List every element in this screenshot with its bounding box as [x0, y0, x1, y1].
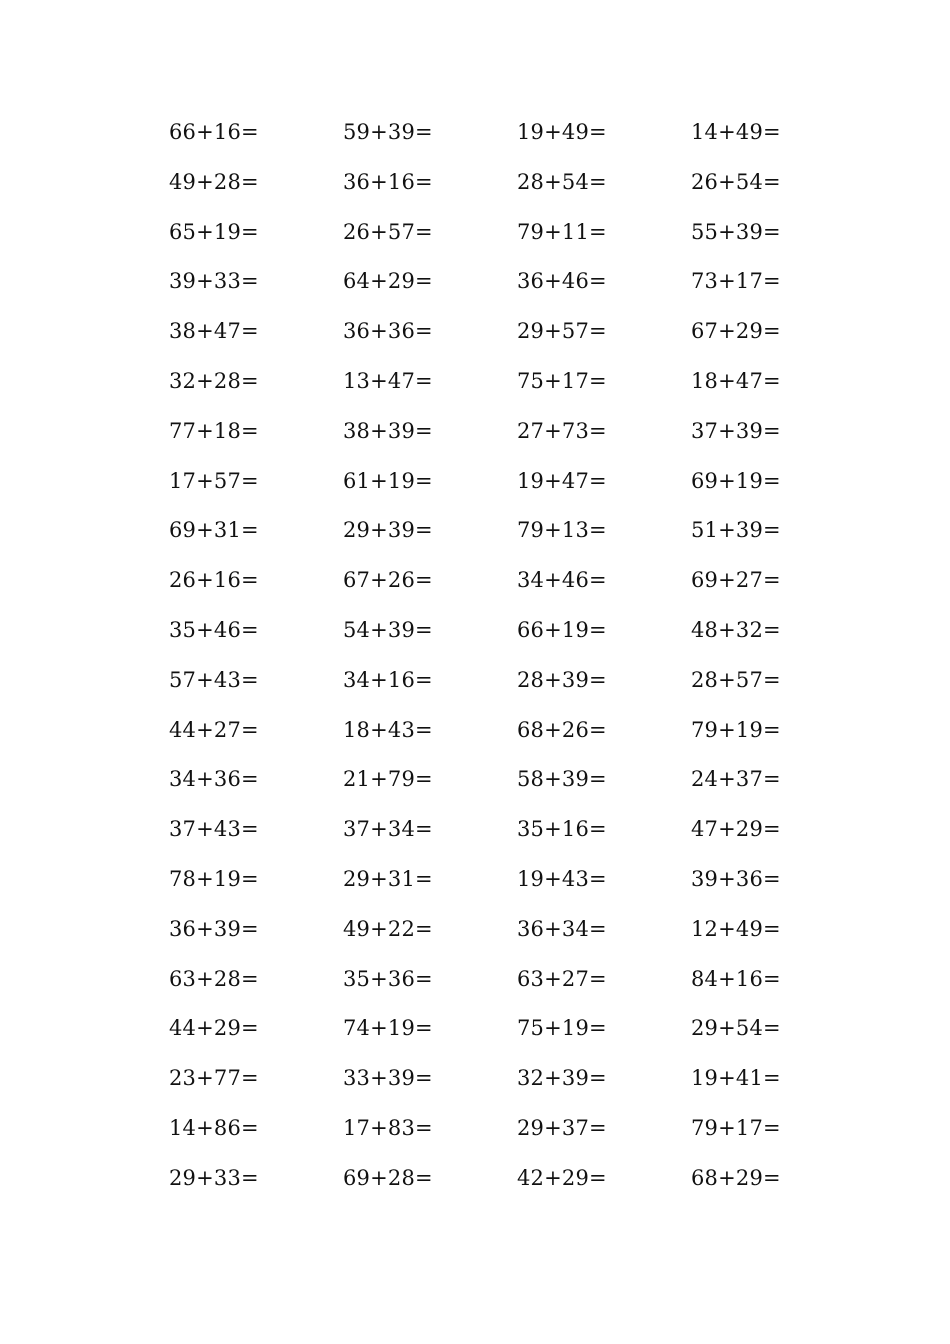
- addition-problem: 47+29=: [691, 817, 781, 842]
- addition-problem: 37+43=: [169, 817, 259, 842]
- addition-problem: 13+47=: [343, 368, 433, 393]
- addition-problem: 34+36=: [169, 767, 259, 792]
- addition-problem: 69+27=: [691, 568, 781, 593]
- addition-problem: 78+19=: [169, 866, 259, 891]
- addition-problem: 57+43=: [169, 667, 259, 692]
- addition-problem: 35+36=: [343, 966, 433, 991]
- addition-problem: 55+39=: [691, 219, 781, 244]
- addition-problem: 51+39=: [691, 518, 781, 543]
- addition-problem: 17+83=: [343, 1115, 433, 1140]
- addition-problem: 29+37=: [517, 1115, 607, 1140]
- addition-problem: 36+16=: [343, 169, 433, 194]
- addition-problem: 65+19=: [169, 219, 259, 244]
- addition-problem: 27+73=: [517, 418, 607, 443]
- addition-problem: 28+57=: [691, 667, 781, 692]
- addition-problem: 59+39=: [343, 120, 433, 144]
- addition-problem: 36+34=: [517, 916, 607, 941]
- addition-problem: 75+17=: [517, 368, 607, 393]
- addition-problem: 33+39=: [343, 1066, 433, 1091]
- addition-problem: 19+41=: [691, 1066, 781, 1091]
- addition-problem: 68+26=: [517, 717, 607, 742]
- addition-problem: 48+32=: [691, 617, 781, 642]
- addition-problem: 77+18=: [169, 418, 259, 443]
- addition-problem: 39+33=: [169, 269, 259, 294]
- addition-problem: 29+39=: [343, 518, 433, 543]
- addition-problem: 34+16=: [343, 667, 433, 692]
- addition-problem: 26+54=: [691, 169, 781, 194]
- addition-problem: 12+49=: [691, 916, 781, 941]
- addition-problem: 37+39=: [691, 418, 781, 443]
- addition-problem: 63+28=: [169, 966, 259, 991]
- addition-problem: 42+29=: [517, 1165, 607, 1190]
- addition-problem: 19+43=: [517, 866, 607, 891]
- addition-problem: 61+19=: [343, 468, 433, 493]
- addition-problem: 34+46=: [517, 568, 607, 593]
- addition-problem: 49+28=: [169, 169, 259, 194]
- addition-problem: 35+16=: [517, 817, 607, 842]
- addition-problem: 66+19=: [517, 617, 607, 642]
- addition-problem: 74+19=: [343, 1016, 433, 1041]
- addition-problem: 39+36=: [691, 866, 781, 891]
- addition-problem: 26+16=: [169, 568, 259, 593]
- addition-problem: 19+47=: [517, 468, 607, 493]
- addition-problem: 19+49=: [517, 120, 607, 144]
- addition-problem: 49+22=: [343, 916, 433, 941]
- addition-problem: 29+57=: [517, 319, 607, 344]
- addition-problem: 29+33=: [169, 1165, 259, 1190]
- addition-problem-grid: [169, 116, 865, 1212]
- addition-problem: 29+54=: [691, 1016, 781, 1041]
- addition-problem: 75+19=: [517, 1016, 607, 1041]
- addition-problem: 79+11=: [517, 219, 607, 244]
- addition-problem: 69+28=: [343, 1165, 433, 1190]
- addition-problem: 29+31=: [343, 866, 433, 891]
- addition-problem: 37+34=: [343, 817, 433, 842]
- addition-problem: 79+19=: [691, 717, 781, 742]
- addition-problem: 64+29=: [343, 269, 433, 294]
- addition-problem: 36+46=: [517, 269, 607, 294]
- addition-problem: 69+19=: [691, 468, 781, 493]
- addition-problem: 63+27=: [517, 966, 607, 991]
- addition-problem: 26+57=: [343, 219, 433, 244]
- addition-problem: 58+39=: [517, 767, 607, 792]
- addition-problem: 24+37=: [691, 767, 781, 792]
- addition-problem: 23+77=: [169, 1066, 259, 1091]
- addition-problem: 67+29=: [691, 319, 781, 344]
- addition-problem: 67+26=: [343, 568, 433, 593]
- addition-problem: 36+36=: [343, 319, 433, 344]
- addition-problem: 32+39=: [517, 1066, 607, 1091]
- addition-problem: 84+16=: [691, 966, 781, 991]
- addition-problem: 28+39=: [517, 667, 607, 692]
- addition-problem: 32+28=: [169, 368, 259, 393]
- addition-problem: 21+79=: [343, 767, 433, 792]
- addition-problem: 73+17=: [691, 269, 781, 294]
- addition-problem: 38+39=: [343, 418, 433, 443]
- addition-problem: 35+46=: [169, 617, 259, 642]
- addition-problem: 69+31=: [169, 518, 259, 543]
- addition-problem: 18+43=: [343, 717, 433, 742]
- addition-problem: 14+86=: [169, 1115, 259, 1140]
- addition-problem: 14+49=: [691, 120, 781, 144]
- addition-problem: 66+16=: [169, 120, 259, 144]
- addition-problem: 54+39=: [343, 617, 433, 642]
- addition-problem: 79+17=: [691, 1115, 781, 1140]
- addition-problem: 79+13=: [517, 518, 607, 543]
- addition-problem: 17+57=: [169, 468, 259, 493]
- addition-problem: 44+29=: [169, 1016, 259, 1041]
- addition-problem: 68+29=: [691, 1165, 781, 1190]
- addition-problem: 28+54=: [517, 169, 607, 194]
- addition-problem: 36+39=: [169, 916, 259, 941]
- addition-problem: 38+47=: [169, 319, 259, 344]
- addition-problem: 18+47=: [691, 368, 781, 393]
- addition-problem: 44+27=: [169, 717, 259, 742]
